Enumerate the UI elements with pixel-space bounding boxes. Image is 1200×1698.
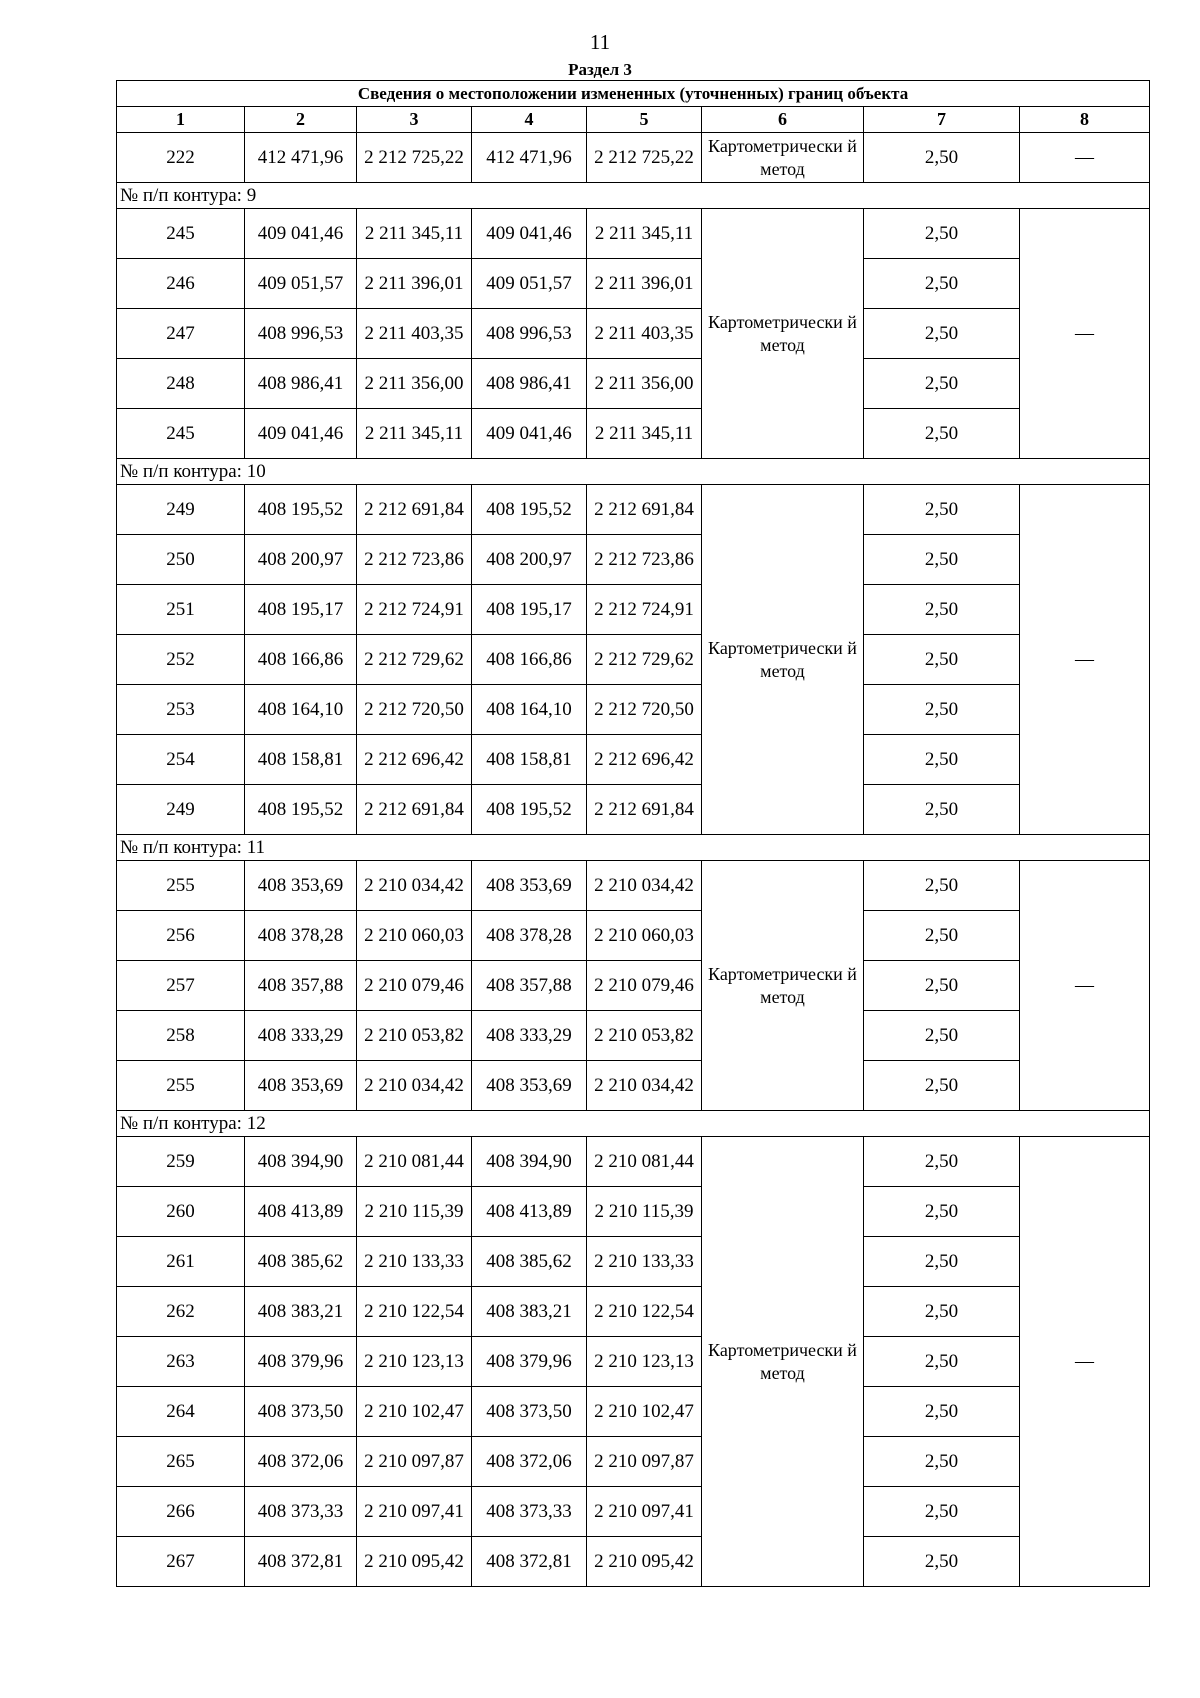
x-existing-cell: 408 378,28 bbox=[245, 911, 357, 961]
point-number-cell: 246 bbox=[117, 259, 245, 309]
accuracy-cell: 2,50 bbox=[864, 1187, 1020, 1237]
accuracy-cell: 2,50 bbox=[864, 1337, 1020, 1387]
y-new-cell: 2 212 691,84 bbox=[587, 485, 702, 535]
point-number-cell: 260 bbox=[117, 1187, 245, 1237]
accuracy-cell: 2,50 bbox=[864, 1061, 1020, 1111]
x-new-cell: 408 164,10 bbox=[472, 685, 587, 735]
y-existing-cell: 2 212 696,42 bbox=[357, 735, 472, 785]
point-number-cell: 249 bbox=[117, 485, 245, 535]
method-cell: Картометрически й метод bbox=[702, 209, 864, 459]
y-existing-cell: 2 211 345,11 bbox=[357, 209, 472, 259]
y-new-cell: 2 212 729,62 bbox=[587, 635, 702, 685]
point-number-cell: 257 bbox=[117, 961, 245, 1011]
y-new-cell: 2 212 725,22 bbox=[587, 133, 702, 183]
contour-label: № п/п контура: 11 bbox=[117, 835, 1150, 861]
contour-label-row bbox=[117, 459, 1150, 485]
y-new-cell: 2 210 102,47 bbox=[587, 1387, 702, 1437]
y-existing-cell: 2 211 403,35 bbox=[357, 309, 472, 359]
x-new-cell: 408 158,81 bbox=[472, 735, 587, 785]
x-existing-cell: 408 373,33 bbox=[245, 1487, 357, 1537]
point-number-cell: 261 bbox=[117, 1237, 245, 1287]
y-new-cell: 2 211 345,11 bbox=[587, 209, 702, 259]
x-existing-cell: 408 372,81 bbox=[245, 1537, 357, 1587]
x-existing-cell: 408 353,69 bbox=[245, 861, 357, 911]
accuracy-cell: 2,50 bbox=[864, 485, 1020, 535]
column-header: 4 bbox=[472, 107, 587, 133]
y-existing-cell: 2 210 133,33 bbox=[357, 1237, 472, 1287]
table-row bbox=[117, 785, 1150, 835]
x-existing-cell: 408 333,29 bbox=[245, 1011, 357, 1061]
accuracy-cell: 2,50 bbox=[864, 911, 1020, 961]
x-new-cell: 408 394,90 bbox=[472, 1137, 587, 1187]
accuracy-cell: 2,50 bbox=[864, 1287, 1020, 1337]
point-number-cell: 253 bbox=[117, 685, 245, 735]
column-header: 8 bbox=[1020, 107, 1150, 133]
x-new-cell: 408 372,81 bbox=[472, 1537, 587, 1587]
point-number-cell: 262 bbox=[117, 1287, 245, 1337]
contour-label-row bbox=[117, 183, 1150, 209]
point-number-cell: 245 bbox=[117, 209, 245, 259]
y-new-cell: 2 210 115,39 bbox=[587, 1187, 702, 1237]
y-new-cell: 2 210 095,42 bbox=[587, 1537, 702, 1587]
y-new-cell: 2 210 081,44 bbox=[587, 1137, 702, 1187]
y-new-cell: 2 211 396,01 bbox=[587, 259, 702, 309]
accuracy-cell: 2,50 bbox=[864, 635, 1020, 685]
y-new-cell: 2 211 356,00 bbox=[587, 359, 702, 409]
table-row bbox=[117, 635, 1150, 685]
y-existing-cell: 2 210 034,42 bbox=[357, 1061, 472, 1111]
y-new-cell: 2 210 097,41 bbox=[587, 1487, 702, 1537]
x-existing-cell: 408 353,69 bbox=[245, 1061, 357, 1111]
accuracy-cell: 2,50 bbox=[864, 1137, 1020, 1187]
point-number-cell: 265 bbox=[117, 1437, 245, 1487]
x-new-cell: 408 353,69 bbox=[472, 1061, 587, 1111]
page-number: 11 bbox=[589, 30, 611, 54]
accuracy-cell: 2,50 bbox=[864, 585, 1020, 635]
point-number-cell: 264 bbox=[117, 1387, 245, 1437]
accuracy-cell: 2,50 bbox=[864, 1487, 1020, 1537]
y-new-cell: 2 210 133,33 bbox=[587, 1237, 702, 1287]
x-existing-cell: 408 373,50 bbox=[245, 1387, 357, 1437]
x-new-cell: 408 373,33 bbox=[472, 1487, 587, 1537]
accuracy-cell: 2,50 bbox=[864, 1011, 1020, 1061]
x-existing-cell: 408 158,81 bbox=[245, 735, 357, 785]
x-existing-cell: 408 394,90 bbox=[245, 1137, 357, 1187]
y-existing-cell: 2 210 122,54 bbox=[357, 1287, 472, 1337]
point-number-cell: 247 bbox=[117, 309, 245, 359]
accuracy-cell: 2,50 bbox=[864, 861, 1020, 911]
y-new-cell: 2 210 123,13 bbox=[587, 1337, 702, 1387]
x-new-cell: 409 041,46 bbox=[472, 409, 587, 459]
point-number-cell: 263 bbox=[117, 1337, 245, 1387]
point-number-cell: 250 bbox=[117, 535, 245, 585]
table-row bbox=[117, 1011, 1150, 1061]
x-existing-cell: 408 195,17 bbox=[245, 585, 357, 635]
accuracy-cell: 2,50 bbox=[864, 685, 1020, 735]
y-existing-cell: 2 210 102,47 bbox=[357, 1387, 472, 1437]
table-row bbox=[117, 1187, 1150, 1237]
x-new-cell: 408 195,52 bbox=[472, 485, 587, 535]
x-existing-cell: 408 166,86 bbox=[245, 635, 357, 685]
y-existing-cell: 2 211 356,00 bbox=[357, 359, 472, 409]
y-existing-cell: 2 210 095,42 bbox=[357, 1537, 472, 1587]
column-header: 3 bbox=[357, 107, 472, 133]
y-existing-cell: 2 212 729,62 bbox=[357, 635, 472, 685]
y-new-cell: 2 210 060,03 bbox=[587, 911, 702, 961]
x-new-cell: 408 996,53 bbox=[472, 309, 587, 359]
y-existing-cell: 2 210 097,41 bbox=[357, 1487, 472, 1537]
x-new-cell: 409 041,46 bbox=[472, 209, 587, 259]
x-existing-cell: 408 413,89 bbox=[245, 1187, 357, 1237]
accuracy-cell: 2,50 bbox=[864, 785, 1020, 835]
x-existing-cell: 409 051,57 bbox=[245, 259, 357, 309]
table-row bbox=[117, 911, 1150, 961]
table-row bbox=[117, 961, 1150, 1011]
y-new-cell: 2 212 720,50 bbox=[587, 685, 702, 735]
y-existing-cell: 2 210 081,44 bbox=[357, 1137, 472, 1187]
x-new-cell: 408 166,86 bbox=[472, 635, 587, 685]
column-8-cell: — bbox=[1020, 485, 1150, 835]
contour-label-row bbox=[117, 1111, 1150, 1137]
y-new-cell: 2 210 053,82 bbox=[587, 1011, 702, 1061]
point-number-cell: 254 bbox=[117, 735, 245, 785]
contour-label: № п/п контура: 12 bbox=[117, 1111, 1150, 1137]
point-number-cell: 249 bbox=[117, 785, 245, 835]
x-new-cell: 408 379,96 bbox=[472, 1337, 587, 1387]
contour-label: № п/п контура: 10 bbox=[117, 459, 1150, 485]
y-new-cell: 2 210 122,54 bbox=[587, 1287, 702, 1337]
table-row bbox=[117, 535, 1150, 585]
accuracy-cell: 2,50 bbox=[864, 359, 1020, 409]
table-row bbox=[117, 1337, 1150, 1387]
point-number-cell: 266 bbox=[117, 1487, 245, 1537]
point-number-cell: 259 bbox=[117, 1137, 245, 1187]
method-cell: Картометрически й метод bbox=[702, 861, 864, 1111]
header-row bbox=[117, 107, 1150, 133]
x-existing-cell: 408 372,06 bbox=[245, 1437, 357, 1487]
column-8-cell: — bbox=[1020, 861, 1150, 1111]
column-header: 5 bbox=[587, 107, 702, 133]
column-header: 6 bbox=[702, 107, 864, 133]
accuracy-cell: 2,50 bbox=[864, 1437, 1020, 1487]
y-new-cell: 2 210 034,42 bbox=[587, 1061, 702, 1111]
column-header: 2 bbox=[245, 107, 357, 133]
y-existing-cell: 2 210 115,39 bbox=[357, 1187, 472, 1237]
point-number-cell: 255 bbox=[117, 861, 245, 911]
table-row bbox=[117, 735, 1150, 785]
accuracy-cell: 2,50 bbox=[864, 409, 1020, 459]
table-row bbox=[117, 1061, 1150, 1111]
y-existing-cell: 2 210 034,42 bbox=[357, 861, 472, 911]
y-existing-cell: 2 210 079,46 bbox=[357, 961, 472, 1011]
x-new-cell: 408 195,52 bbox=[472, 785, 587, 835]
column-header: 7 bbox=[864, 107, 1020, 133]
y-existing-cell: 2 212 725,22 bbox=[357, 133, 472, 183]
table-row bbox=[117, 1237, 1150, 1287]
point-number-cell: 252 bbox=[117, 635, 245, 685]
x-new-cell: 408 373,50 bbox=[472, 1387, 587, 1437]
point-number-cell: 222 bbox=[117, 133, 245, 183]
table-row bbox=[117, 1287, 1150, 1337]
table-row bbox=[117, 309, 1150, 359]
accuracy-cell: 2,50 bbox=[864, 1237, 1020, 1287]
x-existing-cell: 408 986,41 bbox=[245, 359, 357, 409]
table-row bbox=[117, 209, 1150, 259]
contour-label-row bbox=[117, 835, 1150, 861]
x-existing-cell: 408 379,96 bbox=[245, 1337, 357, 1387]
y-new-cell: 2 210 097,87 bbox=[587, 1437, 702, 1487]
x-new-cell: 409 051,57 bbox=[472, 259, 587, 309]
table-row bbox=[117, 1387, 1150, 1437]
point-number-cell: 256 bbox=[117, 911, 245, 961]
column-8-cell: — bbox=[1020, 133, 1150, 183]
y-existing-cell: 2 211 396,01 bbox=[357, 259, 472, 309]
accuracy-cell: 2,50 bbox=[864, 133, 1020, 183]
method-cell: Картометрически й метод bbox=[702, 1137, 864, 1587]
y-existing-cell: 2 212 723,86 bbox=[357, 535, 472, 585]
table-row bbox=[117, 861, 1150, 911]
point-number-cell: 267 bbox=[117, 1537, 245, 1587]
column-8-cell: — bbox=[1020, 1137, 1150, 1587]
accuracy-cell: 2,50 bbox=[864, 209, 1020, 259]
x-existing-cell: 408 195,52 bbox=[245, 785, 357, 835]
table-row bbox=[117, 1437, 1150, 1487]
x-new-cell: 408 200,97 bbox=[472, 535, 587, 585]
y-new-cell: 2 212 696,42 bbox=[587, 735, 702, 785]
y-new-cell: 2 212 691,84 bbox=[587, 785, 702, 835]
table-row bbox=[117, 259, 1150, 309]
y-new-cell: 2 210 079,46 bbox=[587, 961, 702, 1011]
table-row bbox=[117, 409, 1150, 459]
x-existing-cell: 408 357,88 bbox=[245, 961, 357, 1011]
x-new-cell: 408 385,62 bbox=[472, 1237, 587, 1287]
method-cell: Картометрически й метод bbox=[702, 485, 864, 835]
section-title: Раздел 3 bbox=[568, 60, 632, 79]
y-new-cell: 2 210 034,42 bbox=[587, 861, 702, 911]
x-existing-cell: 408 200,97 bbox=[245, 535, 357, 585]
y-existing-cell: 2 210 053,82 bbox=[357, 1011, 472, 1061]
method-cell: Картометрически й метод bbox=[702, 133, 864, 183]
y-existing-cell: 2 212 691,84 bbox=[357, 485, 472, 535]
point-number-cell: 245 bbox=[117, 409, 245, 459]
x-existing-cell: 408 383,21 bbox=[245, 1287, 357, 1337]
table-title: Сведения о местоположении измененных (уточненных) границ объекта bbox=[117, 81, 1150, 107]
y-new-cell: 2 211 403,35 bbox=[587, 309, 702, 359]
y-new-cell: 2 212 723,86 bbox=[587, 535, 702, 585]
y-existing-cell: 2 210 060,03 bbox=[357, 911, 472, 961]
x-new-cell: 408 357,88 bbox=[472, 961, 587, 1011]
x-new-cell: 408 333,29 bbox=[472, 1011, 587, 1061]
x-new-cell: 408 378,28 bbox=[472, 911, 587, 961]
x-new-cell: 408 372,06 bbox=[472, 1437, 587, 1487]
y-existing-cell: 2 212 724,91 bbox=[357, 585, 472, 635]
accuracy-cell: 2,50 bbox=[864, 1387, 1020, 1437]
x-new-cell: 408 383,21 bbox=[472, 1287, 587, 1337]
table-row bbox=[117, 1137, 1150, 1187]
contour-label: № п/п контура: 9 bbox=[117, 183, 1150, 209]
table-row bbox=[117, 585, 1150, 635]
point-number-cell: 255 bbox=[117, 1061, 245, 1111]
accuracy-cell: 2,50 bbox=[864, 735, 1020, 785]
x-new-cell: 412 471,96 bbox=[472, 133, 587, 183]
y-new-cell: 2 212 724,91 bbox=[587, 585, 702, 635]
table-row bbox=[117, 485, 1150, 535]
y-existing-cell: 2 212 691,84 bbox=[357, 785, 472, 835]
accuracy-cell: 2,50 bbox=[864, 1537, 1020, 1587]
x-new-cell: 408 353,69 bbox=[472, 861, 587, 911]
y-existing-cell: 2 210 097,87 bbox=[357, 1437, 472, 1487]
x-new-cell: 408 195,17 bbox=[472, 585, 587, 635]
point-number-cell: 251 bbox=[117, 585, 245, 635]
y-new-cell: 2 211 345,11 bbox=[587, 409, 702, 459]
accuracy-cell: 2,50 bbox=[864, 961, 1020, 1011]
accuracy-cell: 2,50 bbox=[864, 535, 1020, 585]
x-new-cell: 408 986,41 bbox=[472, 359, 587, 409]
table-row bbox=[117, 1537, 1150, 1587]
coordinates-table bbox=[116, 80, 1150, 1587]
x-existing-cell: 409 041,46 bbox=[245, 209, 357, 259]
column-8-cell: — bbox=[1020, 209, 1150, 459]
x-existing-cell: 408 164,10 bbox=[245, 685, 357, 735]
table-row bbox=[117, 359, 1150, 409]
table-row bbox=[117, 133, 1150, 183]
x-existing-cell: 408 996,53 bbox=[245, 309, 357, 359]
accuracy-cell: 2,50 bbox=[864, 259, 1020, 309]
x-existing-cell: 409 041,46 bbox=[245, 409, 357, 459]
point-number-cell: 248 bbox=[117, 359, 245, 409]
point-number-cell: 258 bbox=[117, 1011, 245, 1061]
y-existing-cell: 2 211 345,11 bbox=[357, 409, 472, 459]
accuracy-cell: 2,50 bbox=[864, 309, 1020, 359]
y-existing-cell: 2 210 123,13 bbox=[357, 1337, 472, 1387]
table-row bbox=[117, 685, 1150, 735]
x-existing-cell: 412 471,96 bbox=[245, 133, 357, 183]
x-existing-cell: 408 195,52 bbox=[245, 485, 357, 535]
y-existing-cell: 2 212 720,50 bbox=[357, 685, 472, 735]
x-existing-cell: 408 385,62 bbox=[245, 1237, 357, 1287]
x-new-cell: 408 413,89 bbox=[472, 1187, 587, 1237]
column-header: 1 bbox=[117, 107, 245, 133]
table-row bbox=[117, 1487, 1150, 1537]
